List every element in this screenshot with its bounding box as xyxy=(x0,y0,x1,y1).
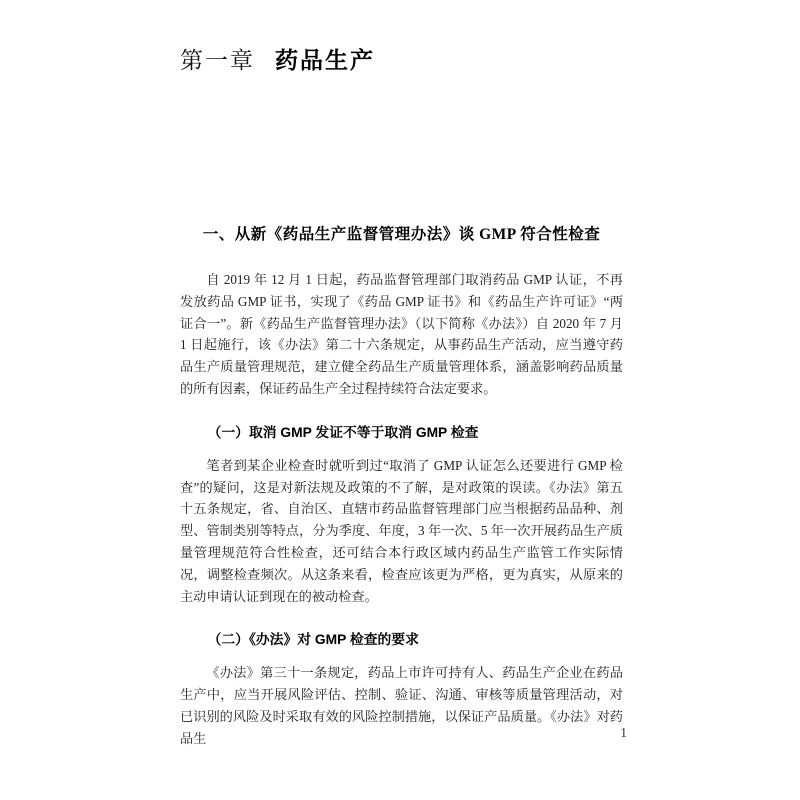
chapter-number-label: 第一章 xyxy=(180,48,255,73)
page-number: 1 xyxy=(620,725,627,740)
section-heading: 一、从新《药品生产监督管理办法》谈 GMP 符合性检查 xyxy=(202,226,601,243)
subheading-1: （一）取消 GMP 发证不等于取消 GMP 检查 xyxy=(207,424,479,440)
paragraph-1: 自 2019 年 12 月 1 日起，药品监督管理部门取消药品 GMP 认证，不再发放药品 GMP 证书，实现了《药品 GMP 证书》和《药品生产许可证》“两证合一”。新《药品生产监督管理办法》（以下简称《办法》）自 2020 年 7 月 1 日起施行，该《办法》第二十六条规定，从事药品生产活动，应当遵守药品生产质量管理规范，建立健全药品生产质量管理体系，涵盖影响药品质量的所有因素，保证药品生产全过程持续符合法定要求。 xyxy=(180,272,623,396)
page-content xyxy=(180,222,623,750)
subheading-2: （二）《办法》对 GMP 检查的要求 xyxy=(207,632,419,648)
chapter-title: 药品生产 xyxy=(275,47,375,73)
paragraph-3: 《办法》第三十一条规定，药品上市许可持有人、药品生产企业在药品生产中，应当开展风险评估、控制、验证、沟通、审核等质量管理活动，对已识别的风险及时采取有效的风险控制措施，以保证产品质量。《办法》对药品生 xyxy=(180,665,623,746)
page-footer xyxy=(180,724,627,742)
chapter-header xyxy=(180,42,375,75)
paragraph-2: 笔者到某企业检查时就听到过“取消了 GMP 认证怎么还要进行 GMP 检查”的疑问，这是对新法规及政策的不了解，是对政策的误读。《办法》第五十五条规定，省、自治区、直辖市药品监督管理部门应当根据药品品种、剂型、管制类别等特点，分为季度、年度，3 年一次、5 年一次开展药品生产质量管理规范符合性检查，还可结合本行政区域内药品生产监管工作实际情况，调整检查频次。从这条来看，检查应该更为严格，更为真实，从原来的主动申请认证到现在的被动检查。 xyxy=(180,457,623,604)
